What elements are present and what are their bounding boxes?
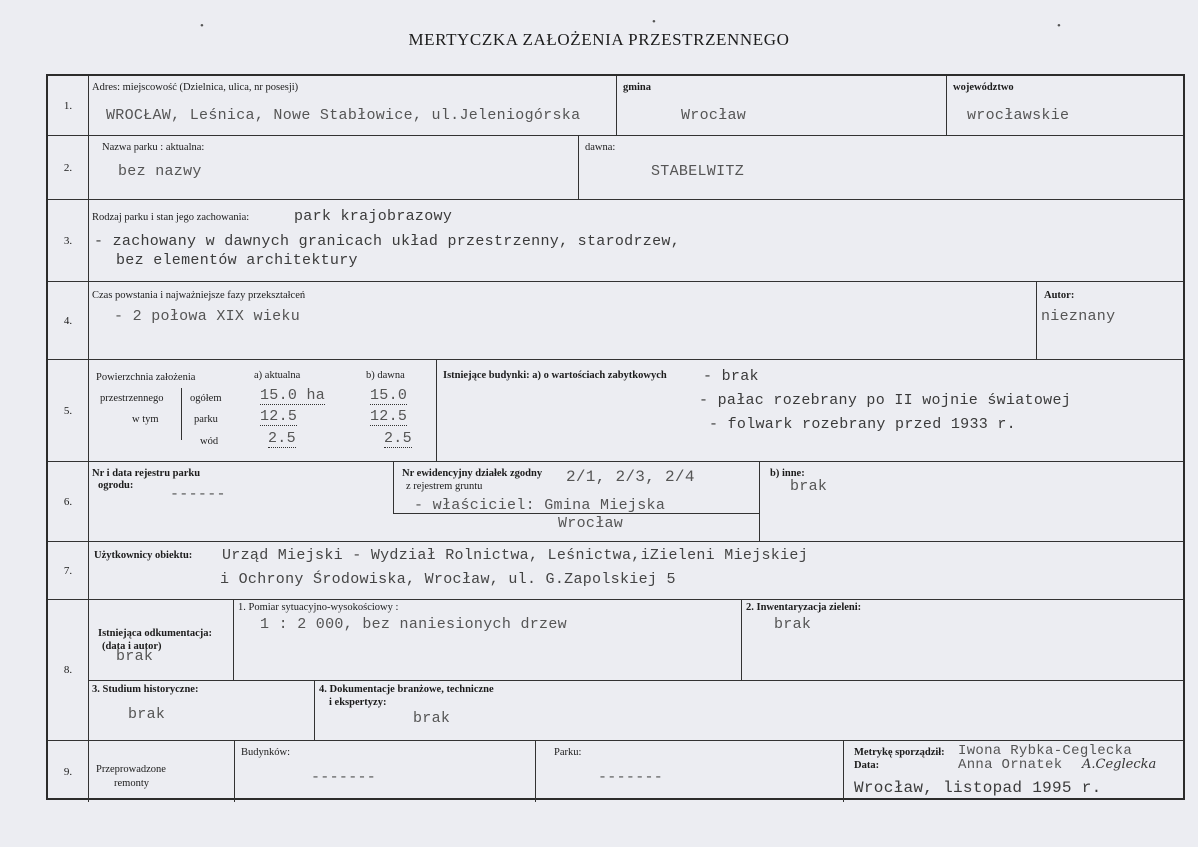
technical-docs-cell (314, 680, 1187, 740)
documentation-bottom (88, 680, 1183, 740)
park-area-label: parku (194, 414, 218, 425)
park-renov-value: ------- (598, 769, 664, 786)
record-form (46, 74, 1185, 800)
spatial-label: przestrzennego (100, 393, 164, 404)
row-number: 9. (48, 741, 89, 802)
row-9-renovations (48, 740, 1183, 802)
row-number: 7. (48, 542, 89, 599)
park-renov-cell (535, 741, 843, 802)
row-number: 4. (48, 282, 89, 359)
plots-label: Nr ewidencyjny działek zgodny (402, 468, 543, 479)
row-1-address (48, 76, 1183, 136)
gmina-label: gmina (623, 82, 652, 93)
farm-line: - folwark rozebrany przed 1933 r. (709, 416, 1016, 433)
form-title: MERTYCZKA ZAŁOŻENIA PRZESTRZENNEGO (408, 30, 790, 49)
registry-value: ------ (170, 486, 226, 503)
history-cell (88, 282, 1036, 359)
row-8-documentation (48, 600, 1183, 740)
documentation-top (88, 600, 1183, 681)
total-label: ogółem (190, 393, 222, 404)
author-label: Autor: (1044, 290, 1075, 301)
address-cell (88, 76, 616, 135)
row-7-users (48, 542, 1183, 600)
greenery-value: brak (774, 616, 812, 633)
buildings-renov-cell (234, 741, 535, 802)
former-area-header: b) dawna (366, 370, 405, 381)
current-total-value: 15.0 ha (260, 387, 326, 404)
current-park-value: 12.5 (260, 408, 298, 425)
survey-value: 1 : 2 000, bez naniesionych drzew (260, 616, 567, 633)
park-renov-label: Parku: (554, 747, 582, 758)
registry-label-2: ogrodu: (98, 480, 134, 491)
gmina-cell (616, 76, 946, 135)
buildings-renov-value: ------- (311, 769, 377, 786)
former-water-value: 2.5 (384, 430, 412, 447)
row-number: 2. (48, 136, 89, 199)
existing-docs-label: Istniejąca odkumentacja: (98, 628, 213, 639)
row-6-registry (48, 462, 1183, 542)
park-type-label: Rodzaj parku i stan jego zachowania: (92, 212, 250, 223)
plots-label-2: z rejestrem gruntu (406, 481, 483, 492)
area-cell (88, 360, 436, 461)
date-value: Wrocław, listopad 1995 r. (854, 779, 1102, 797)
owner-line-2: Wrocław (558, 515, 624, 532)
buildings-historic-value: - brak (703, 368, 759, 385)
registry-label: Nr i data rejestru parku (92, 468, 201, 479)
old-name-label: dawna: (585, 142, 616, 153)
users-line-2: i Ochrony Środowiska, Wrocław, ul. G.Zapolskiej 5 (220, 571, 676, 588)
condition-line-2: bez elementów architektury (116, 252, 358, 269)
survey-label: 1. Pomiar sytuacyjno-wysokościowy : (238, 602, 399, 613)
other-buildings-label: b) inne: (770, 468, 805, 479)
row-number: 1. (48, 76, 89, 135)
park-name-label: Nazwa parku : aktualna: (102, 142, 205, 153)
old-name-value: STABELWITZ (651, 163, 745, 180)
current-area-header: a) aktualna (254, 370, 301, 381)
buildings-cell (436, 360, 1187, 461)
existing-docs-value: brak (116, 648, 154, 665)
current-water-value: 2.5 (268, 430, 296, 447)
palace-line: - pałac rozebrany po II wojnie światowej (699, 392, 1072, 409)
buildings-renov-label: Budynków: (241, 747, 291, 758)
technical-docs-label-2: i ekspertyzy: (329, 697, 387, 708)
plots-value: 2/1, 2/3, 2/4 (566, 468, 695, 486)
prepared-by-cell (843, 741, 1187, 802)
row-4-history (48, 282, 1183, 360)
users-line-1: Urząd Miejski - Wydział Rolnictwa, Leśnictwa,iZieleni Miejskiej (222, 547, 808, 564)
former-total-value: 15.0 (370, 387, 408, 404)
scan-mark: • (1057, 20, 1061, 32)
scan-mark: • (200, 20, 204, 32)
author-name-1: Iwona Rybka-Ceglecka (958, 743, 1133, 759)
other-buildings-value: brak (790, 478, 828, 495)
greenery-label: 2. Inwentaryzacja zieleni: (746, 602, 862, 613)
survey-cell (233, 600, 741, 680)
technical-docs-label: 4. Dokumentacje branżowe, techniczne (319, 684, 494, 695)
date-label: Data: (854, 760, 880, 771)
park-name-cell (88, 136, 578, 199)
history-label: Czas powstania i najważniejsze fazy przekształceń (92, 290, 306, 301)
water-area-label: wód (200, 436, 219, 447)
row-2-park-name (48, 136, 1183, 200)
existing-docs-cell (88, 600, 233, 680)
scan-mark: • (652, 16, 656, 28)
users-label: Użytkownicy obiektu: (94, 550, 193, 561)
row-number: 5. (48, 360, 89, 461)
owner-line-1: - właściciel: Gmina Miejska (414, 497, 666, 514)
historical-study-label: 3. Studium historyczne: (92, 684, 199, 695)
row-3-park-type (48, 200, 1183, 282)
prepared-by-label: Metrykę sporządził: (854, 747, 945, 758)
technical-docs-value: brak (413, 710, 451, 727)
signature: A.Ceglecka (1082, 757, 1157, 772)
historical-study-cell (88, 680, 314, 740)
history-value: - 2 połowa XIX wieku (114, 308, 301, 325)
row-number: 3. (48, 200, 89, 281)
author-value: nieznany (1041, 308, 1116, 325)
registry-cell (88, 462, 393, 541)
wojewodztwo-value: wrocławskie (967, 107, 1070, 124)
park-name-value: bez nazwy (118, 163, 202, 180)
park-type-value: park krajobrazowy (294, 208, 453, 225)
condition-line-1: - zachowany w dawnych granicach układ przestrzenny, starodrzew, (94, 233, 680, 250)
address-value: WROCŁAW, Leśnica, Nowe Stabłowice, ul.Jeleniogórska (106, 107, 581, 124)
gmina-value: Wrocław (681, 107, 747, 124)
author-name-2: Anna Ornatek (958, 757, 1063, 773)
wojewodztwo-cell (946, 76, 1187, 135)
area-divider (181, 388, 182, 440)
row-number: 8. (48, 600, 89, 740)
other-buildings-cell (759, 462, 1187, 541)
row-5-area-buildings (48, 360, 1183, 462)
renovations-label-2: remonty (114, 778, 149, 789)
row-number: 6. (48, 462, 89, 541)
renovations-cell (88, 741, 234, 802)
old-name-cell (578, 136, 1187, 199)
address-label: Adres: miejscowość (Dzielnica, ulica, nr posesji) (92, 82, 299, 93)
greenery-cell (741, 600, 1187, 680)
renovations-label: Przeprowadzone (96, 764, 166, 775)
buildings-label: Istniejące budynki: a) o wartościach zabytkowych (443, 370, 667, 381)
wojewodztwo-label: województwo (953, 82, 1014, 93)
including-label: w tym (132, 414, 159, 425)
existing-docs-label-2: (data i autor) (102, 641, 162, 652)
area-label: Powierzchnia założenia (96, 372, 196, 383)
former-park-value: 12.5 (370, 408, 408, 425)
author-cell (1036, 282, 1187, 359)
historical-study-value: brak (128, 706, 166, 723)
